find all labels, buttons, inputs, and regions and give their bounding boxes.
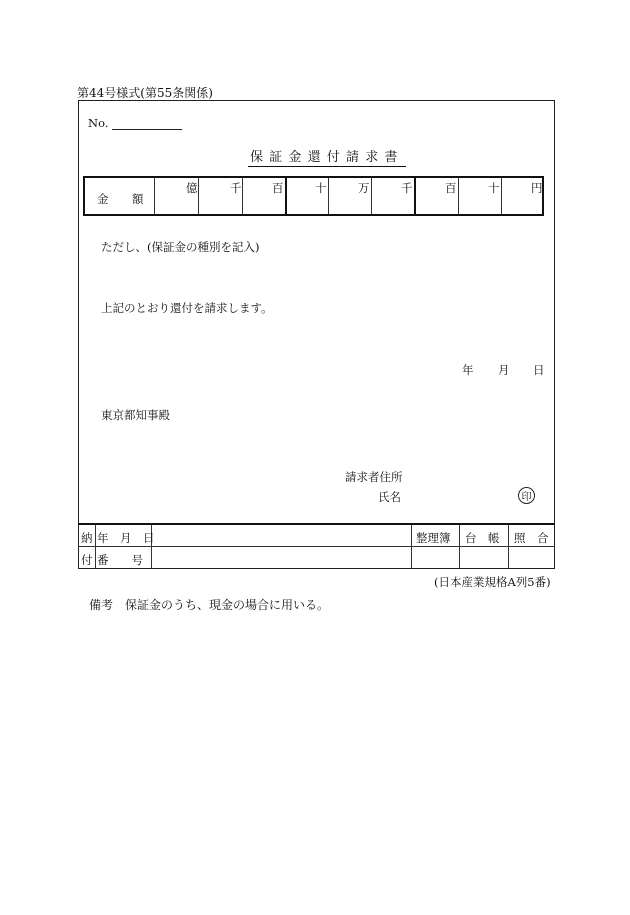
claimant-name-label: 氏名 xyxy=(378,490,401,504)
amount-unit: 十 xyxy=(315,181,327,195)
amount-divider xyxy=(154,178,155,214)
amount-label: 金 額 xyxy=(97,192,150,206)
note-line: ただし、(保証金の種別を記入) xyxy=(101,240,260,254)
amount-divider xyxy=(501,178,502,214)
payment-side-bottom: 付 xyxy=(81,553,93,567)
amount-divider xyxy=(371,178,372,214)
payment-col-divider xyxy=(411,525,412,568)
amount-divider xyxy=(458,178,459,214)
serial-no-label: No. xyxy=(88,116,109,130)
serial-no-field[interactable] xyxy=(112,117,182,130)
amount-divider xyxy=(242,178,243,214)
amount-divider xyxy=(328,178,329,214)
paper-size-note: (日本産業規格A列5番) xyxy=(434,575,551,589)
amount-divider xyxy=(414,178,416,214)
serial-no xyxy=(88,116,182,130)
date-month: 月 xyxy=(498,363,510,377)
amount-table xyxy=(83,176,544,216)
seal-mark: 印 xyxy=(518,487,535,504)
amount-unit: 千 xyxy=(401,181,413,195)
check-label: 照 合 xyxy=(514,531,549,545)
ledger-label: 台 帳 xyxy=(465,531,500,545)
payment-col-divider xyxy=(508,525,509,568)
payment-number-field[interactable] xyxy=(152,547,410,569)
amount-unit: 億 xyxy=(186,181,198,195)
payment-number-label: 番 号 xyxy=(97,553,143,567)
amount-unit: 十 xyxy=(488,181,500,195)
amount-divider xyxy=(198,178,199,214)
claimant-address-label: 請求者住所 xyxy=(345,470,403,484)
payment-col-divider xyxy=(95,525,96,568)
amount-unit: 百 xyxy=(445,181,457,195)
form-number: 第44号様式(第55条関係) xyxy=(77,86,213,100)
amount-unit: 百 xyxy=(272,181,284,195)
amount-unit: 千 xyxy=(230,181,242,195)
request-line: 上記のとおり還付を請求します。 xyxy=(101,301,273,315)
amount-divider xyxy=(285,178,287,214)
date-year: 年 xyxy=(462,363,474,377)
date-day: 日 xyxy=(533,363,545,377)
payment-side-top: 納 xyxy=(81,531,93,545)
payment-date-field[interactable] xyxy=(152,525,410,545)
addressee: 東京都知事殿 xyxy=(101,408,170,422)
form-title: 保証金還付請求書 xyxy=(248,146,406,167)
amount-unit: 万 xyxy=(358,181,370,195)
payment-table xyxy=(78,523,555,569)
remark: 備考 保証金のうち、現金の場合に用いる。 xyxy=(89,598,330,612)
register-label: 整理簿 xyxy=(416,531,451,545)
payment-date-label: 年 月 日 xyxy=(97,531,155,545)
amount-unit: 円 xyxy=(531,181,543,195)
payment-col-divider xyxy=(459,525,460,568)
